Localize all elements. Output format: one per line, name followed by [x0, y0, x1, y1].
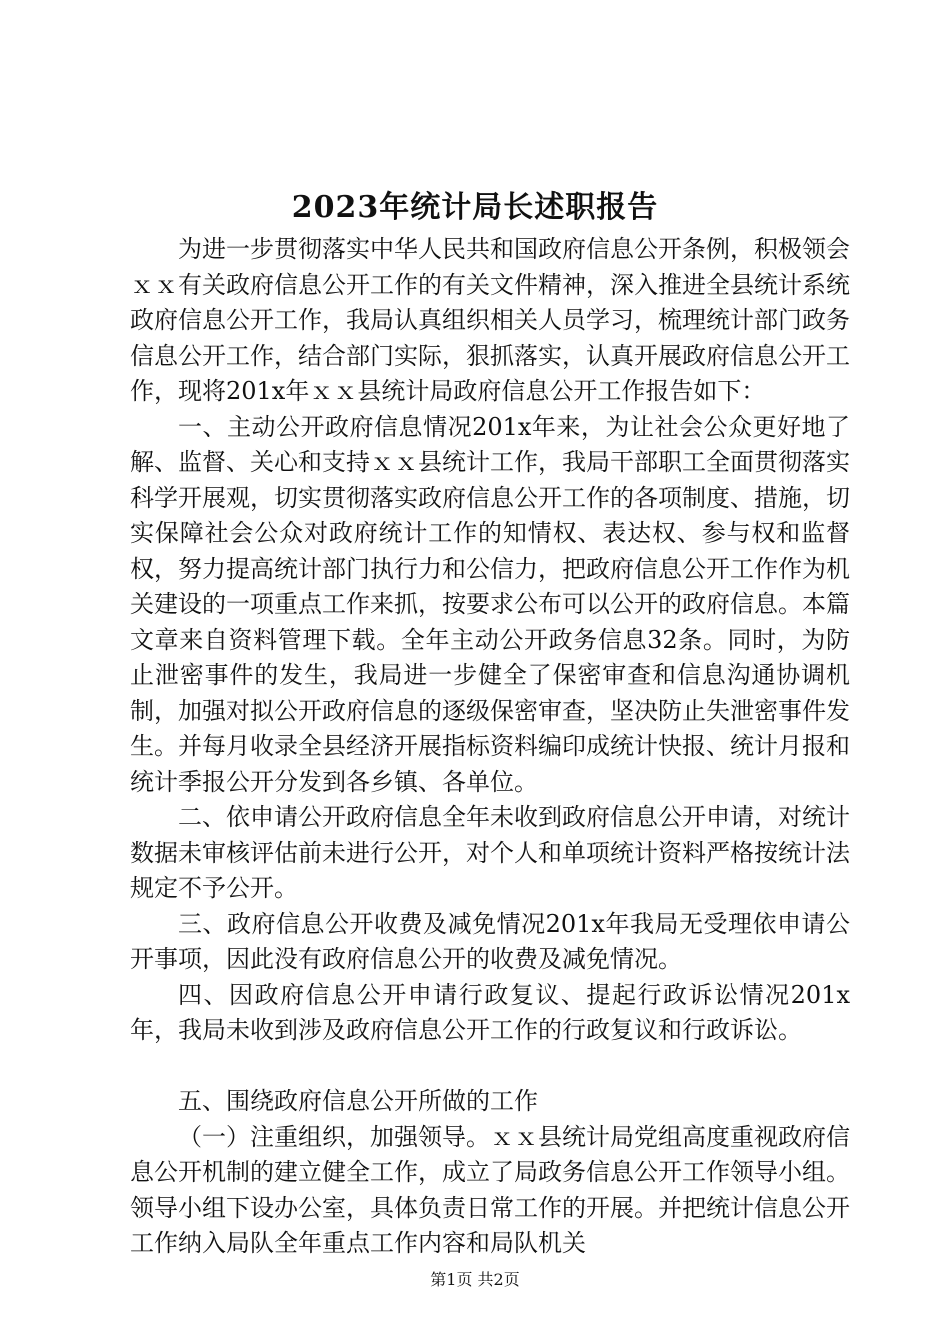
- paragraph-section-2: 二、依申请公开政府信息全年未收到政府信息公开申请，对统计数据未审核评估前未进行公开，对个人和单项统计资料严格按统计法规定不予公开。: [130, 803, 850, 902]
- section-heading-5: 五、围绕政府信息公开所做的工作: [178, 1087, 538, 1115]
- paragraph-section-1: 一、主动公开政府信息情况201x年来，为让社会公众更好地了解、监督、关心和支持ｘｘ县统计工作，我局干部职工全面贯彻落实科学开展观，切实贯彻落实政府信息公开工作的各项制度、措施，切实保障社会公众对政府统计工作的知情权、表达权、参与权和监督权，努力提高统计部门执行力和公信力，把政府信息公开工作作为机关建设的一项重点工作来抓，按要求公布可以公开的政府信息。本篇文章来自资料管理下载。全年主动公开政务信息32条。同时，为防止泄密事件的发生，我局进一步健全了保密审查和信息沟通协调机制，加强对拟公开政府信息的逐级保密审查，坚决防止失泄密事件发生。并每月收录全县经济开展指标资料编印成统计快报、统计月报和统计季报公开分发到各乡镇、各单位。: [130, 412, 850, 796]
- paragraph-intro: 为进一步贯彻落实中华人民共和国政府信息公开条例，积极领会ｘｘ有关政府信息公开工作的有关文件精神，深入推进全县统计系统政府信息公开工作，我局认真组织相关人员学习，梳理统计部门政务信息公开工作，结合部门实际，狠抓落实，认真开展政府信息公开工作，现将201x年ｘｘ县统计局政府信息公开工作报告如下：: [130, 235, 850, 405]
- document-title: 2023年统计局长述职报告: [291, 190, 659, 225]
- paragraph-section-4: 四、因政府信息公开申请行政复议、提起行政诉讼情况201x年，我局未收到涉及政府信息公开工作的行政复议和行政诉讼。: [130, 980, 850, 1044]
- page-number-footer: 第1页 共2页: [430, 1270, 520, 1289]
- paragraph-section-3: 三、政府信息公开收费及减免情况201x年我局无受理依申请公开事项，因此没有政府信息公开的收费及减免情况。: [130, 909, 850, 973]
- document-body: [130, 232, 850, 1262]
- paragraph-section-5-1: （一）注重组织，加强领导。ｘｘ县统计局党组高度重视政府信息公开机制的建立健全工作，成立了局政务信息公开工作领导小组。领导小组下设办公室，具体负责日常工作的开展。并把统计信息公开工作纳入局队全年重点工作内容和局队机关: [130, 1122, 850, 1257]
